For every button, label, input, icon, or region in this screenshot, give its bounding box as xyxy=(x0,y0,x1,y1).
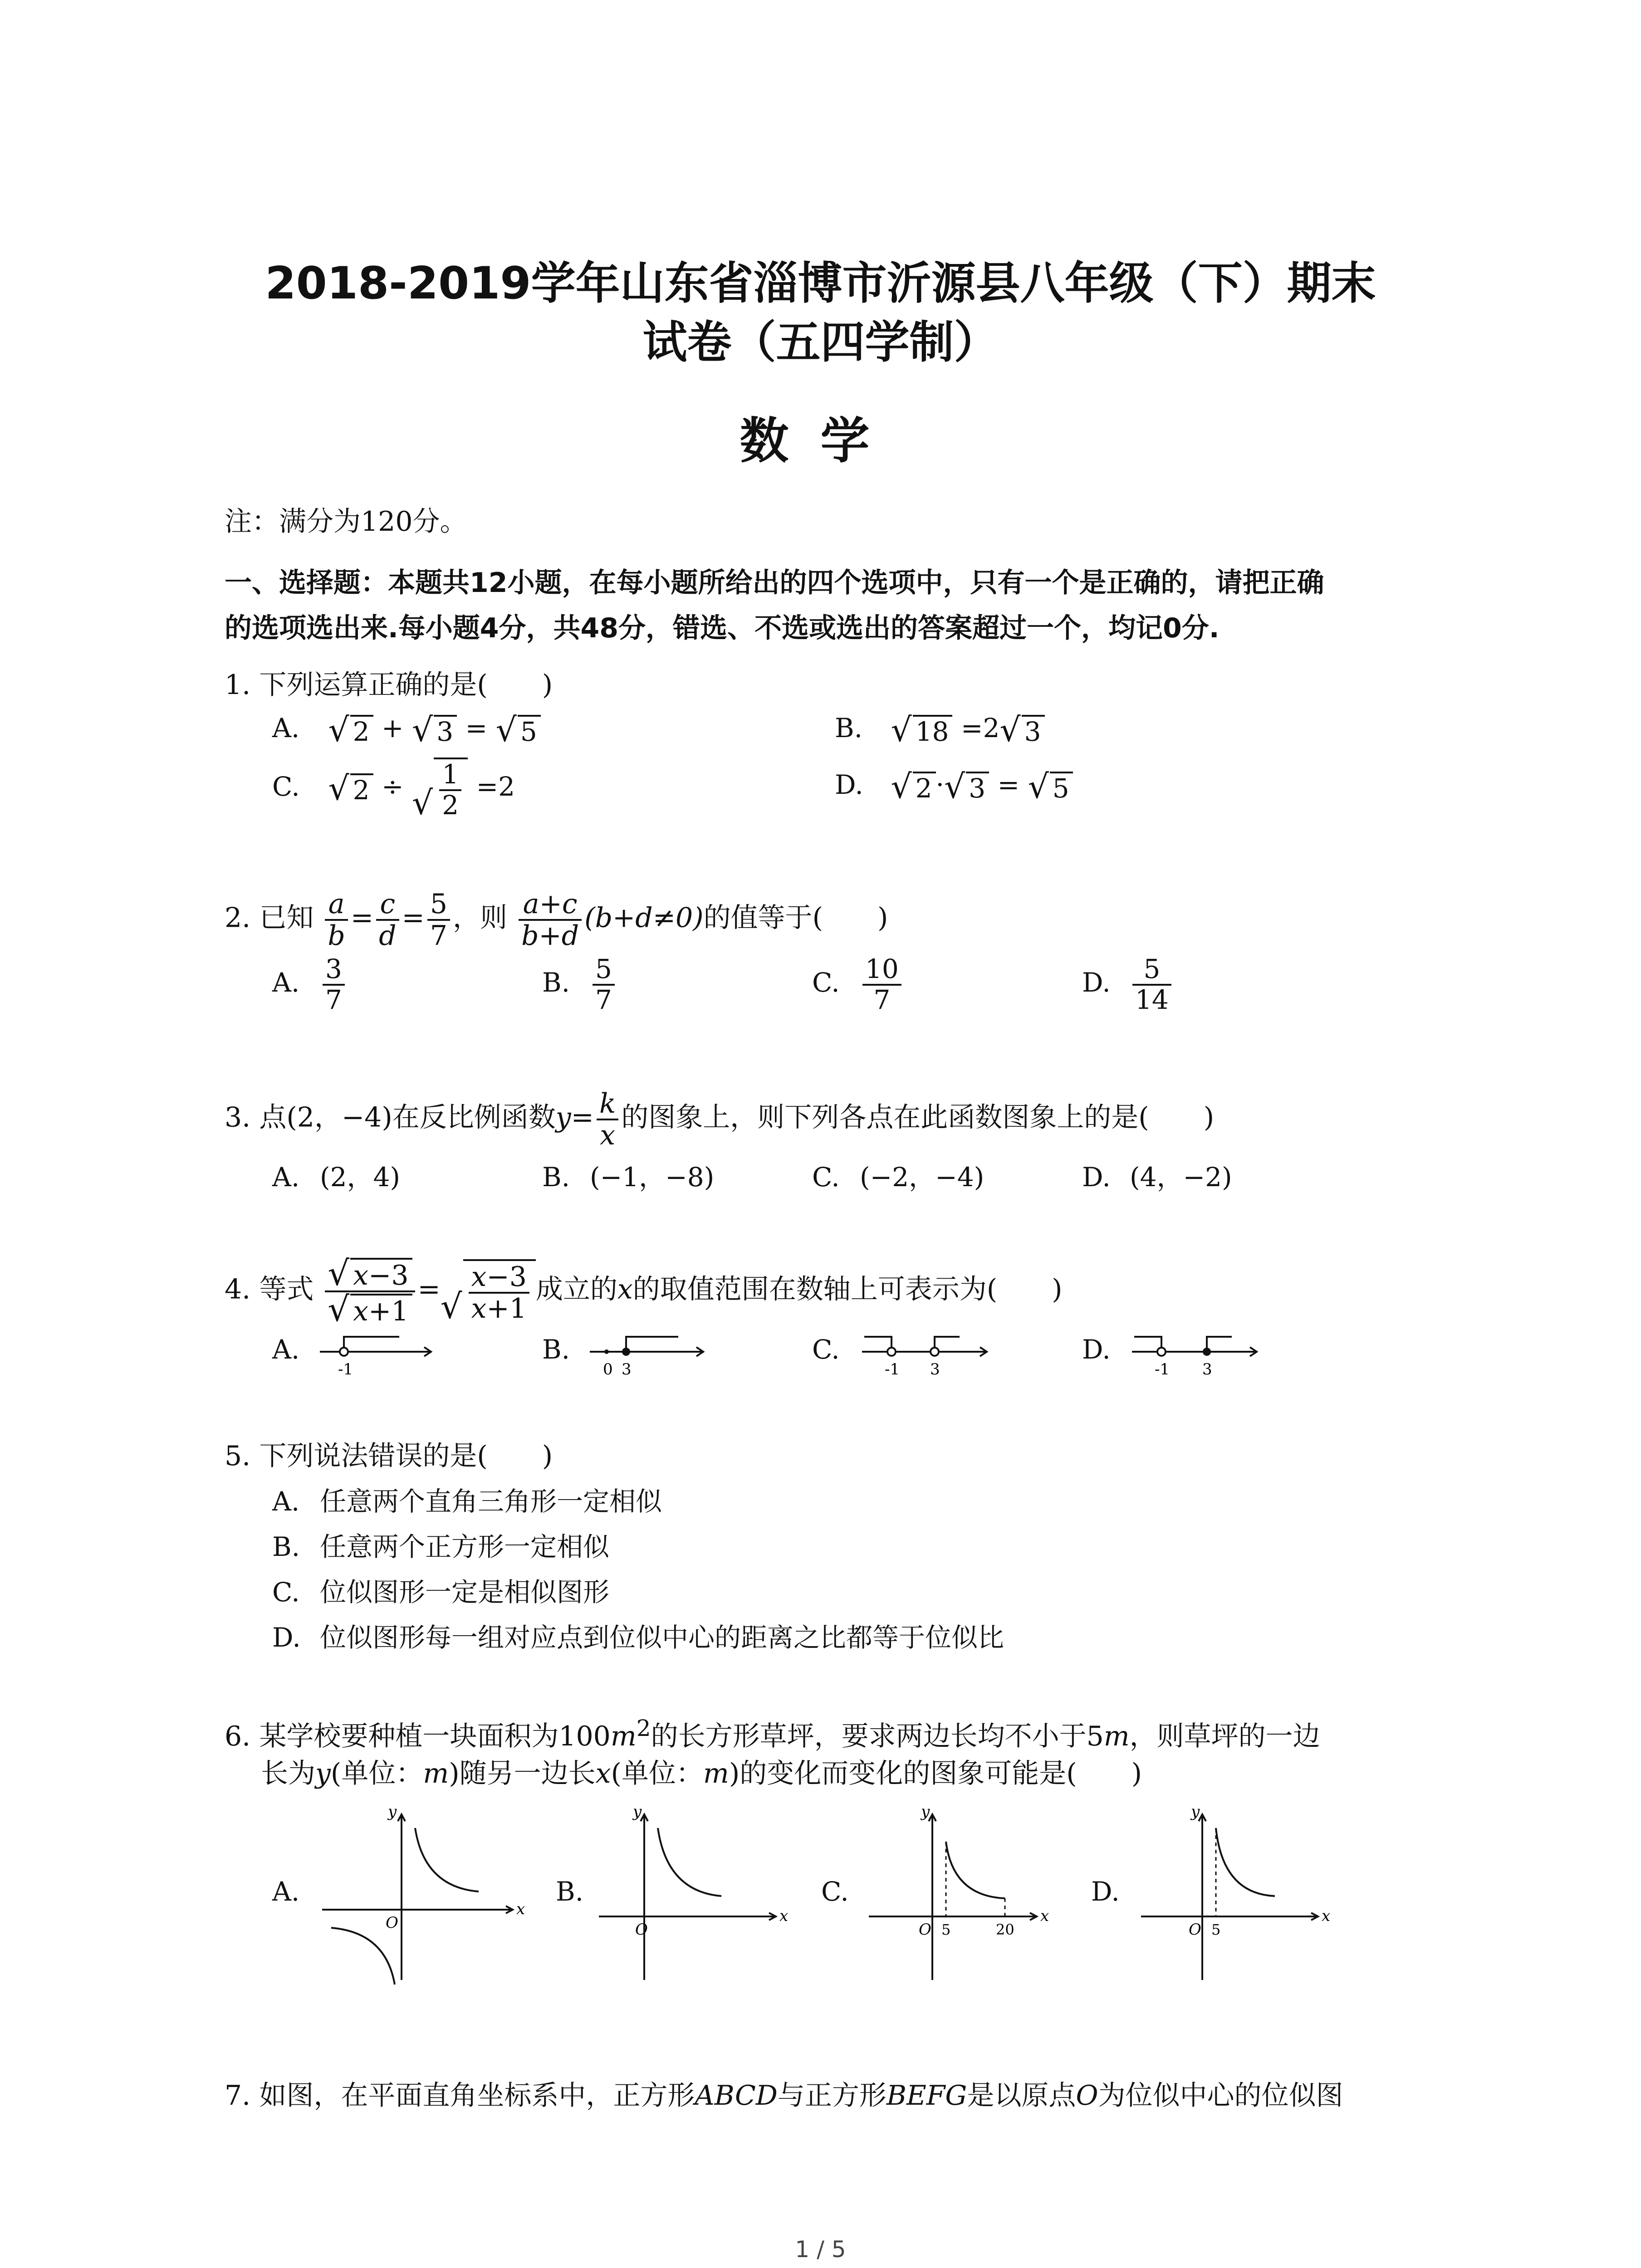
q2-option-c: C. $\frac{10}{7}$ xyxy=(812,955,904,1015)
section1-instructions-line1: 一、选择题：本题共12小题，在每小题所给出的四个选项中，只有一个是正确的，请把正确 xyxy=(225,567,1324,599)
q4-option-a: A. xyxy=(272,1334,300,1365)
q5-stem: 5. 下列说法错误的是( ) xyxy=(225,1440,553,1472)
q5-option-a: A. 任意两个直角三角形一定相似 xyxy=(272,1486,662,1517)
q6-graph-d xyxy=(1139,1803,1347,1984)
score-note: 注：满分为120分。 xyxy=(225,506,467,538)
tick-label: -1 xyxy=(885,1360,900,1378)
svg-text:20: 20 xyxy=(996,1921,1014,1938)
q5-option-c: C. 位似图形一定是相似图形 xyxy=(272,1577,610,1608)
q1-option-d: D. √ 2 · √ 3 = √ 5 xyxy=(835,767,1073,803)
q2-condition: (b+d≠0) xyxy=(584,902,704,934)
q1-option-b: B. √ 18 =2 √ 3 xyxy=(835,710,1045,747)
q4-stem: 4. 等式 √ x−3 √ x+1 = √ $\frac{x-3}{x+1}$ 成立的x的取值范围在数轴上可表示为( ) xyxy=(225,1253,1063,1329)
q1-option-c: C. √ 2 ÷ √ $\frac{1}{2}$ =2 xyxy=(272,758,515,820)
option-letter: C. xyxy=(272,771,300,802)
q6-stem-line1: 6. 某学校要种植一块面积为$100m^2$的长方形草坪，要求两边长均不小于5m，则草坪的一边 xyxy=(225,1715,1320,1752)
q4-option-c: C. xyxy=(812,1334,840,1365)
q3-option-c: C. (−2，−4) xyxy=(812,1162,985,1193)
q2-stem: 2. 已知 $\frac{a}{b}$ = $\frac{c}{d}$ = $\frac{5}{7}$ ，则 $\frac{a+c}{b+d}$ (b+d≠0)的值等于( ) xyxy=(225,888,888,952)
q6-option-c: C. xyxy=(821,1876,849,1907)
q2-option-b: B. $\frac{5}{7}$ xyxy=(542,955,617,1015)
exam-title-line1: 2018-2019学年山东省淄博市沂源县八年级（下）期末 xyxy=(265,258,1376,309)
q3-option-d: D. (4，−2) xyxy=(1082,1162,1232,1193)
q7-stem: 7. 如图，在平面直角坐标系中，正方形ABCD与正方形BEFG是以原点O为位似中心的位似图 xyxy=(225,2080,1343,2112)
page-number: 1 / 5 xyxy=(795,2236,846,2263)
q6-graph-c xyxy=(867,1803,1075,1984)
q4-option-d: D. xyxy=(1082,1334,1111,1365)
svg-text:x: x xyxy=(779,1907,789,1925)
option-letter: B. xyxy=(835,713,863,743)
q4-option-b: B. xyxy=(542,1334,570,1365)
section1-instructions-line2: 的选项选出来.每小题4分，共48分，错选、不选或选出的答案超过一个，均记0分. xyxy=(225,612,1220,644)
tick-label: 3 xyxy=(1202,1360,1212,1378)
svg-text:5: 5 xyxy=(1211,1921,1221,1938)
q4-number-line-d xyxy=(1130,1327,1266,1381)
q5-option-b: B. 任意两个正方形一定相似 xyxy=(272,1531,610,1562)
tick-label: 0 xyxy=(603,1360,613,1378)
q6-option-a: A. xyxy=(272,1876,300,1907)
svg-text:y: y xyxy=(388,1803,397,1821)
q1-stem: 1. 下列运算正确的是( ) xyxy=(225,669,553,701)
svg-text:O: O xyxy=(635,1921,648,1939)
tick-label: 3 xyxy=(930,1360,940,1378)
subject-title: 数学 xyxy=(740,413,901,469)
svg-text:y: y xyxy=(1191,1803,1200,1821)
tick-label: -1 xyxy=(1155,1360,1170,1378)
svg-text:5: 5 xyxy=(941,1921,951,1938)
q6-option-d: D. xyxy=(1091,1876,1120,1907)
q4-number-line-b xyxy=(588,1327,705,1381)
q3-stem: 3. 点(2，−4)在反比例函数y= $\frac{k}{x}$ 的图象上，则下列各点在此函数图象上的是( ) xyxy=(225,1088,1215,1151)
q1-a-expr: √ 2 xyxy=(328,714,373,747)
svg-text:y: y xyxy=(921,1803,930,1821)
q5-option-d: D. 位似图形每一组对应点到位似中心的距离之比都等于位似比 xyxy=(272,1622,1004,1653)
q6-option-b: B. xyxy=(556,1876,584,1907)
q3-option-a: A. (2，4) xyxy=(272,1162,401,1193)
q4-number-line-a xyxy=(318,1327,436,1381)
q2-option-d: D. $\frac{5}{14}$ xyxy=(1082,955,1174,1015)
q6-graph-a xyxy=(318,1803,526,1984)
svg-text:x: x xyxy=(516,1900,525,1918)
tick-label: 3 xyxy=(622,1360,632,1378)
q6-graph-b xyxy=(597,1803,805,1984)
q3-option-b: B. (−1，−8) xyxy=(542,1162,715,1193)
q4-number-line-c xyxy=(860,1327,996,1381)
q6-stem-line2: 长为y(单位：m)随另一边长x(单位：m)的变化而变化的图象可能是( ) xyxy=(261,1758,1142,1789)
svg-text:y: y xyxy=(633,1803,642,1821)
q1-option-a: A. √ 2 + √ 3 = √ 5 xyxy=(272,710,541,747)
svg-text:x: x xyxy=(1322,1907,1331,1925)
svg-text:O: O xyxy=(1189,1921,1201,1939)
svg-text:O: O xyxy=(919,1921,931,1939)
tick-label: -1 xyxy=(338,1360,353,1378)
option-letter: D. xyxy=(835,769,863,800)
option-letter: A. xyxy=(272,713,300,743)
svg-text:x: x xyxy=(1040,1907,1049,1925)
exam-title-line2: 试卷（五四学制） xyxy=(642,317,999,368)
q2-option-a: A. $\frac{3}{7}$ xyxy=(272,955,348,1015)
svg-text:O: O xyxy=(386,1914,398,1932)
